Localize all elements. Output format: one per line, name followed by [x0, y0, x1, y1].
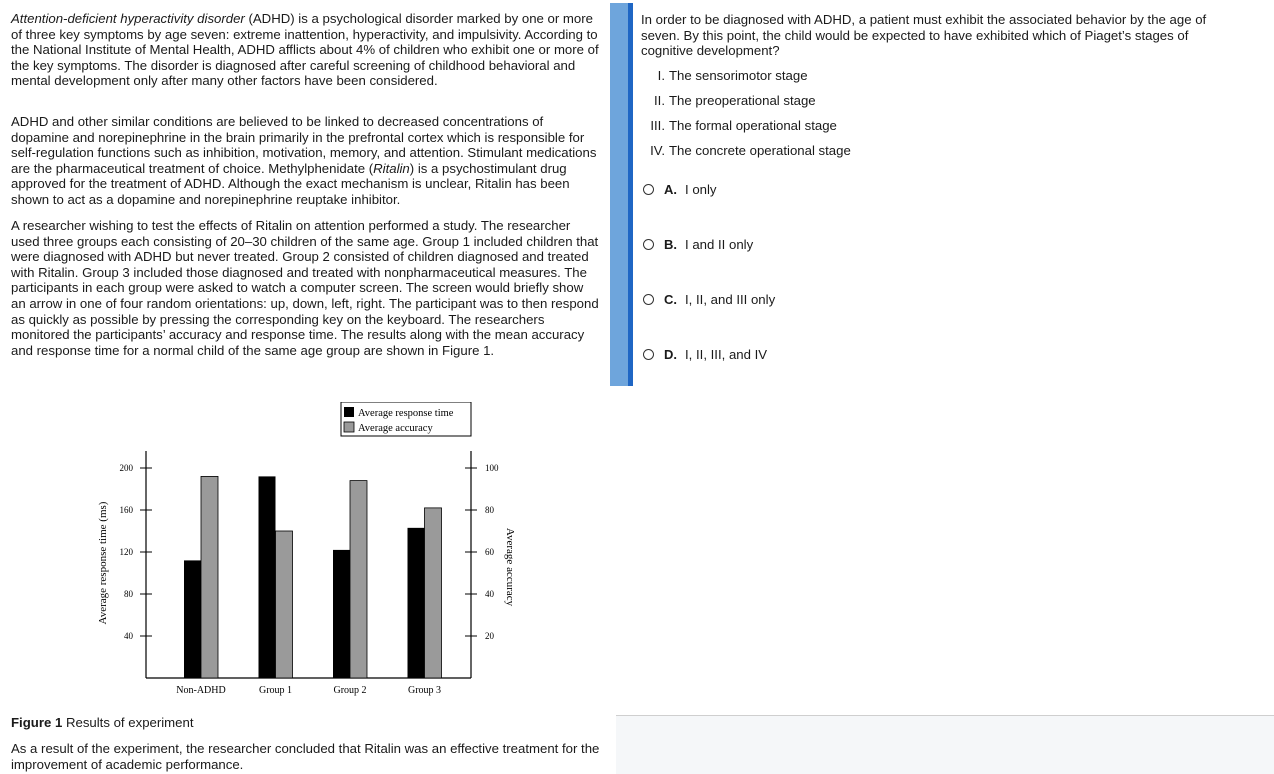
paragraph-2-text-a: ADHD and other similar conditions are believed to be linked to decreased concentrations of dopamine and norepinephrine in the brain primarily in the prefrontal cortex which is responsible for self-regulation functions such as inhibition, motivation, memory, and attention. Stimulant medications are the pharmaceutical treatment of choice. Methylphenidate (	[11, 114, 597, 176]
question-stem: In order to be diagnosed with ADHD, a patient must exhibit the associated behavior by the age of seven. By this point, the child would be expected to have exhibited which of Piaget’s stages of cognitive development?	[641, 12, 1207, 59]
passage-paragraph-1	[11, 11, 601, 89]
bar-response-time-2	[259, 476, 276, 678]
left-tick-label-160: 160	[119, 505, 133, 515]
radio-a[interactable]	[643, 184, 654, 195]
choice-d-letter: D.	[664, 346, 677, 362]
statement-4	[641, 143, 881, 158]
left-tick-label-120: 120	[119, 547, 133, 557]
answer-choice-d[interactable]	[643, 345, 767, 363]
statement-4-text: The concrete operational stage	[669, 143, 851, 158]
bar-accuracy-2	[276, 531, 293, 678]
left-tick-label-80: 80	[124, 589, 133, 599]
caption-label: Figure 1	[11, 715, 63, 730]
legend-label-accuracy: Average accuracy	[358, 423, 433, 434]
figure-1-chart	[88, 402, 608, 702]
passage-paragraph-2	[11, 114, 601, 208]
legend-swatch-accuracy	[344, 422, 354, 432]
statement-1-text: The sensorimotor stage	[669, 68, 808, 83]
ritalin-term: Ritalin	[373, 160, 410, 176]
answer-choice-b[interactable]	[643, 235, 753, 253]
paragraph-1-text: (ADHD) is a psychological disorder marked by one or more of three key symptoms by age seven: extreme inattention, hyperactivity, and impulsivity. According to the National Institute of Mental Health, ADHD afflicts about 4% of children who exhibit one or more of the key symptoms. The disorder is diagnosed after careful screening of childhood behavioral and mental development only after many other factors have been considered.	[11, 11, 599, 89]
passage-paragraph-4: As a result of the experiment, the researcher concluded that Ritalin was an effective treatment for the improvement of academic performance.	[11, 741, 600, 772]
statement-2-text: The preoperational stage	[669, 93, 816, 108]
x-tick-label-1: Non-ADHD	[176, 685, 226, 696]
choice-c-letter: C.	[664, 291, 677, 307]
y-axis-label-right: Average accuracy	[504, 527, 516, 607]
x-tick-label-2: Group 1	[258, 685, 293, 696]
pane-divider-scrollbar[interactable]	[610, 3, 633, 386]
bar-response-time-3	[333, 550, 350, 678]
bar-response-time-1	[184, 560, 201, 678]
right-tick-label-60: 60	[485, 547, 494, 557]
left-tick-label-40: 40	[124, 631, 133, 641]
legend-swatch-response-time	[344, 407, 354, 417]
choice-a-text: I only	[685, 181, 717, 197]
bar-accuracy-4	[425, 508, 442, 678]
statement-1-number: I.	[657, 68, 665, 83]
y-axis-label-left: Average response time (ms)	[97, 501, 109, 625]
legend-label-response-time: Average response time	[358, 408, 454, 419]
choice-c-text: I, II, and III only	[685, 291, 776, 307]
statement-3-number: III.	[650, 118, 665, 133]
statement-2-number: II.	[654, 93, 665, 108]
bar-response-time-4	[408, 528, 425, 678]
bottom-right-panel	[616, 716, 1274, 774]
bar-accuracy-1	[201, 476, 218, 678]
chart-legend	[341, 402, 471, 436]
answer-choice-c[interactable]	[643, 290, 775, 308]
left-tick-label-200: 200	[119, 463, 133, 473]
adhd-term: Attention-deficient hyperactivity disorder	[11, 11, 245, 26]
statement-3	[641, 118, 881, 133]
x-tick-label-3: Group 2	[333, 685, 367, 696]
passage-pane	[0, 0, 608, 774]
right-tick-label-40: 40	[485, 589, 494, 599]
answer-choice-a[interactable]	[643, 180, 717, 198]
statement-4-number: IV.	[650, 143, 665, 158]
statement-2	[641, 93, 881, 108]
choice-d-text: I, II, III, and IV	[685, 346, 768, 362]
x-tick-label-4: Group 3	[407, 685, 442, 696]
passage-paragraph-3: A researcher wishing to test the effects of Ritalin on attention performed a study. The researcher used three groups each consisting of 20–30 children of the same age. Group 1 included children that were diagnosed with ADHD but never treated. Group 2 consisted of children diagnosed and treated with Ritalin. Group 3 included those diagnosed and treated with nonpharmaceutical measures. The participants in each group were asked to watch a computer screen. The screen would briefly show an arrow in one of four random orientations: up, down, left, right. The participant was to then respond as quickly as possible by pressing the corresponding key on the keyboard. The researchers monitored the participants’ accuracy and response time. The results along with the mean accuracy and response time for a normal child of the same age group are shown in Figure 1.	[11, 218, 599, 358]
statement-1	[641, 68, 881, 83]
statement-3-text: The formal operational stage	[669, 118, 837, 133]
pane-divider-edge	[628, 3, 633, 386]
right-tick-label-20: 20	[485, 631, 494, 641]
caption-text: Results of experiment	[62, 715, 194, 730]
right-tick-label-100: 100	[485, 463, 499, 473]
choice-b-text: I and II only	[685, 236, 754, 252]
radio-d[interactable]	[643, 349, 654, 360]
choice-a-letter: A.	[664, 181, 677, 197]
choice-b-letter: B.	[664, 236, 677, 252]
figure-caption	[11, 715, 194, 730]
right-tick-label-80: 80	[485, 505, 494, 515]
radio-b[interactable]	[643, 239, 654, 250]
bar-accuracy-3	[350, 481, 367, 678]
paragraph-2-text-b: ) is a psychostimulant drug approved for the treatment of ADHD. Although the exact mechanism is unclear, Ritalin has been shown to act as a dopamine and norepinephrine reuptake inhibitor.	[11, 160, 570, 207]
radio-c[interactable]	[643, 294, 654, 305]
